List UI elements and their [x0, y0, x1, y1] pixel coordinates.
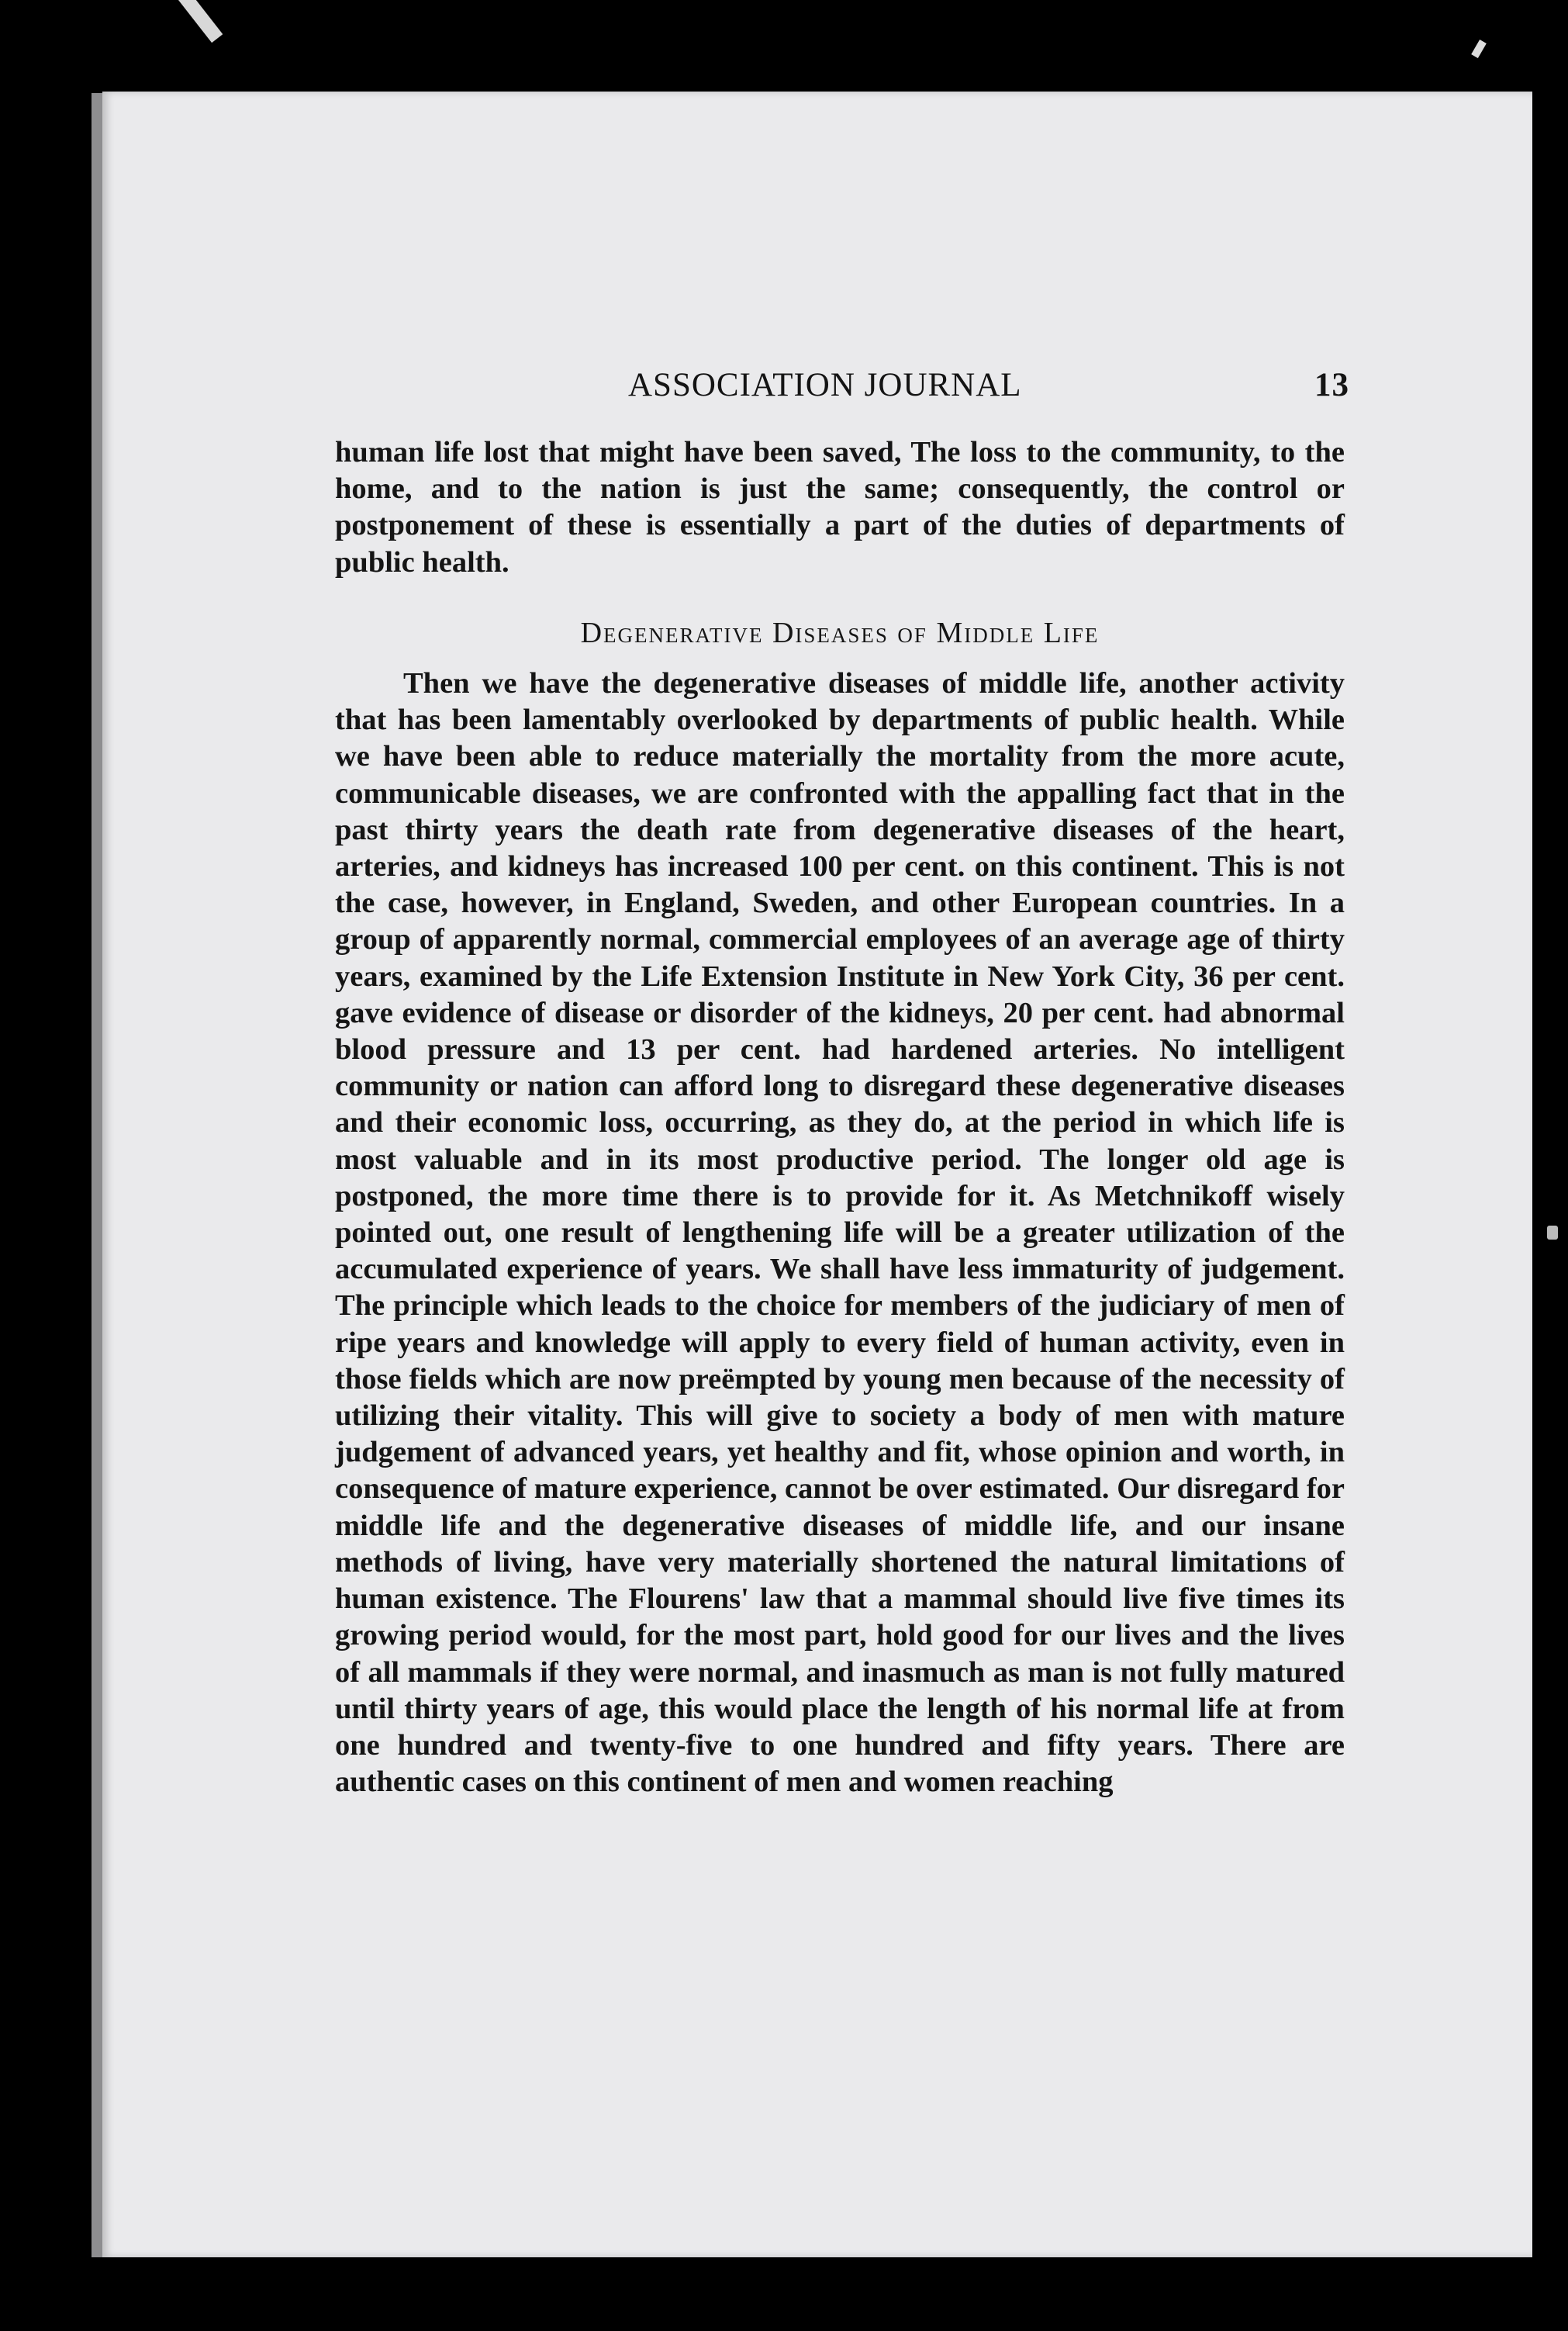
running-header — [333, 366, 1349, 404]
running-title: ASSOCIATION JOURNAL — [628, 367, 1022, 403]
paragraph-degenerative-diseases: Then we have the degenerative diseases of middle life, another activity that has been lamentably overlooked by departments of public health. While we have been able to reduce materially the mortality from the more acute, communicable diseases, we are confronted with the appalling fact that in the past thirty years the death rate from degenerative diseases of the heart, arteries, and kidneys has increased 100 per cent. on this continent. This is not the case, however, in England, Sweden, and other European countries. In a group of apparently normal, commercial employees of an average age of thirty years, examined by the Life Extension Institute in New York City, 36 per cent. gave evidence of disease or disorder of the kidneys, 20 per cent. had abnormal blood pressure and 13 per cent. had hardened arteries. No intelligent community or nation can afford long to disregard these degenerative diseases and their economic loss, occurring, as they do, at the period in which life is most valuable and in its most productive period. The longer old age is postponed, the more time there is to provide for it. As Metchnikoff wisely pointed out, one result of lengthening life will be a greater utilization of the accumulated experience of years. We shall have less immaturity of judgement. The principle which leads to the choice for members of the judiciary of men of ripe years and knowledge will apply to every field of human activity, even in those fields which are now preëmpted by young men because of the necessity of utilizing their vitality. This will give to society a body of men with mature judgement of advanced years, yet healthy and fit, whose opinion and worth, in consequence of mature experience, cannot be over estimated. Our disregard for middle life and the degenerative diseases of middle life, and our insane methods of living, have very materially shortened the natural limitations of human existence. The Flourens' law that a mammal should live five times its growing period would, for the most part, hold good for our lives and the lives of all mammals if they were normal, and inasmuch as man is not fully matured until thirty years of age, this would place the length of his normal life at from one hundred and twenty-five to one hundred and fifty years. There are authentic cases on this continent of men and women reaching — [335, 667, 1345, 1799]
page-edge-mark — [1547, 1226, 1558, 1240]
body-text — [335, 434, 1345, 1800]
page-number: 13 — [1314, 367, 1349, 403]
paragraph-continued: human life lost that might have been saved, The loss to the community, to the home, and to the nation is just the same; consequently, the control or postponement of these is essentially a part of the duties of departments of public health. — [335, 436, 1345, 579]
section-heading: Degenerative Diseases of Middle Life — [580, 616, 1100, 649]
